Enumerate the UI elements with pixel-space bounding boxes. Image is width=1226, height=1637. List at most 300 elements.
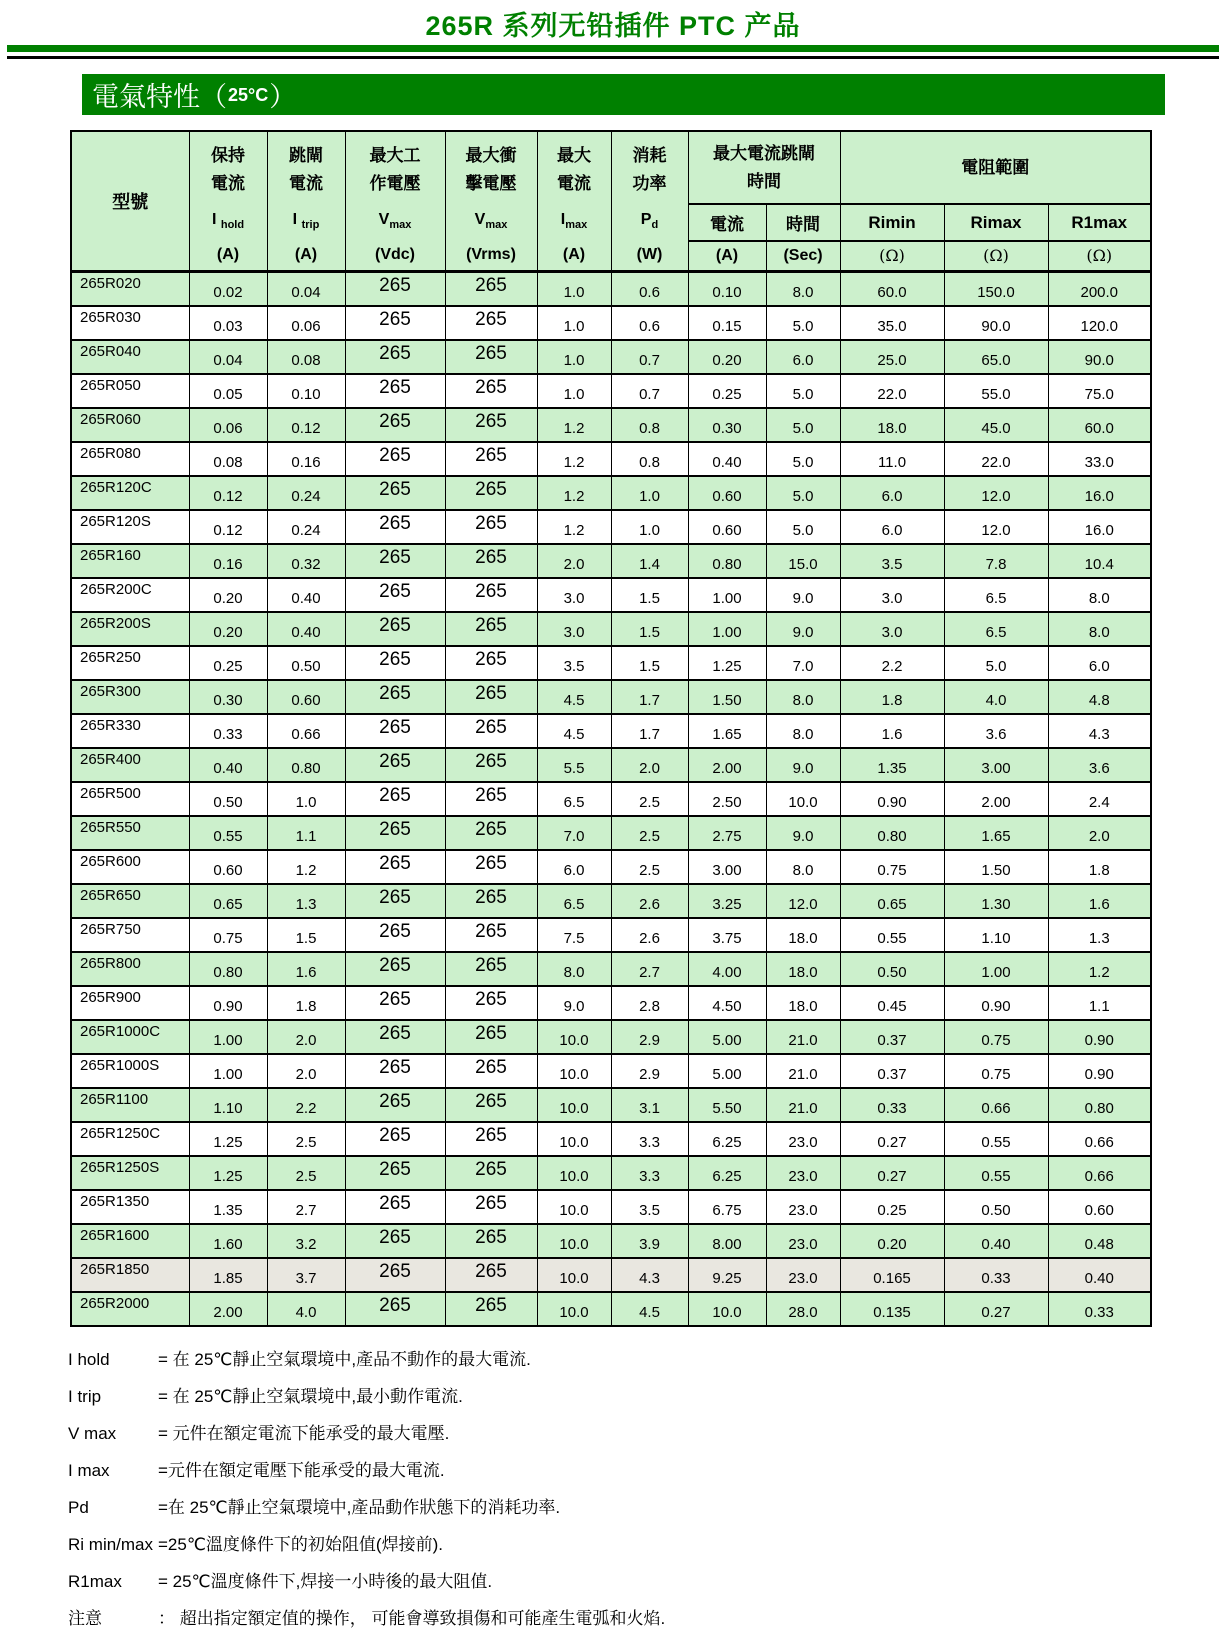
cell-ihold: 0.55 xyxy=(189,816,267,850)
cell-ihold: 2.00 xyxy=(189,1292,267,1326)
cell-trip-current: 0.25 xyxy=(688,374,766,408)
subcolumn-rimin: Rimin xyxy=(840,204,944,241)
cell-rimax: 3.6 xyxy=(944,714,1048,748)
cell-trip-current: 6.75 xyxy=(688,1190,766,1224)
header-label: 功率 xyxy=(632,174,667,193)
table-row xyxy=(71,306,1151,340)
cell-vmax-rms: 265 xyxy=(445,816,537,850)
cell-imax: 6.0 xyxy=(537,850,611,884)
footnote-text: ： 超出指定額定值的操作， 可能會導致損傷和可能產生電弧和火焰. xyxy=(158,1608,666,1628)
cell-model: 265R1250S xyxy=(71,1156,189,1190)
cell-rimax: 0.27 xyxy=(944,1292,1048,1326)
cell-model: 265R080 xyxy=(71,442,189,476)
cell-vmax-rms: 265 xyxy=(445,748,537,782)
cell-imax: 10.0 xyxy=(537,1224,611,1258)
cell-itrip: 2.0 xyxy=(267,1054,345,1088)
header-label: 擊電壓 xyxy=(465,174,517,193)
cell-rimax: 45.0 xyxy=(944,408,1048,442)
footnote-line xyxy=(68,1526,1226,1563)
cell-r1max: 1.6 xyxy=(1048,884,1151,918)
cell-model: 265R030 xyxy=(71,306,189,340)
cell-pd: 2.5 xyxy=(611,816,688,850)
cell-imax: 6.5 xyxy=(537,782,611,816)
footnote-line xyxy=(68,1341,1226,1378)
cell-vmax-rms: 265 xyxy=(445,544,537,578)
cell-vmax-dc: 265 xyxy=(345,1122,445,1156)
cell-rimin: 0.75 xyxy=(840,850,944,884)
footnote-label: I hold xyxy=(68,1349,110,1369)
cell-itrip: 4.0 xyxy=(267,1292,345,1326)
cell-pd: 2.7 xyxy=(611,952,688,986)
cell-imax: 1.0 xyxy=(537,306,611,340)
cell-rimax: 4.0 xyxy=(944,680,1048,714)
cell-model: 265R040 xyxy=(71,340,189,374)
cell-rimax: 5.0 xyxy=(944,646,1048,680)
cell-r1max: 0.90 xyxy=(1048,1054,1151,1088)
column-header-vmax-rms xyxy=(445,131,537,272)
table-row xyxy=(71,782,1151,816)
cell-imax: 1.2 xyxy=(537,408,611,442)
black-rule xyxy=(7,56,1219,59)
cell-r1max: 4.3 xyxy=(1048,714,1151,748)
cell-rimin: 0.90 xyxy=(840,782,944,816)
cell-r1max: 0.48 xyxy=(1048,1224,1151,1258)
cell-trip-current: 0.40 xyxy=(688,442,766,476)
cell-vmax-rms: 265 xyxy=(445,340,537,374)
cell-pd: 1.0 xyxy=(611,510,688,544)
column-header-pd xyxy=(611,131,688,272)
cell-trip-current: 3.75 xyxy=(688,918,766,952)
cell-rimin: 25.0 xyxy=(840,340,944,374)
cell-model: 265R400 xyxy=(71,748,189,782)
cell-trip-current: 1.65 xyxy=(688,714,766,748)
section-title-close: ） xyxy=(269,82,297,112)
cell-trip-current: 3.25 xyxy=(688,884,766,918)
cell-trip-current: 5.00 xyxy=(688,1020,766,1054)
cell-trip-current: 0.15 xyxy=(688,306,766,340)
cell-trip-time: 23.0 xyxy=(766,1190,840,1224)
cell-vmax-dc: 265 xyxy=(345,748,445,782)
cell-ihold: 0.65 xyxy=(189,884,267,918)
header-symbol: $P_d$ xyxy=(640,211,659,232)
cell-imax: 10.0 xyxy=(537,1190,611,1224)
cell-rimax: 12.0 xyxy=(944,476,1048,510)
cell-vmax-dc: 265 xyxy=(345,680,445,714)
cell-model: 265R200S xyxy=(71,612,189,646)
cell-ihold: 0.12 xyxy=(189,510,267,544)
cell-model: 265R1250C xyxy=(71,1122,189,1156)
cell-model: 265R1600 xyxy=(71,1224,189,1258)
cell-vmax-dc: 265 xyxy=(345,408,445,442)
cell-model: 265R1000C xyxy=(71,1020,189,1054)
cell-rimin: 0.50 xyxy=(840,952,944,986)
cell-pd: 2.9 xyxy=(611,1054,688,1088)
cell-ihold: 0.90 xyxy=(189,986,267,1020)
cell-vmax-dc: 265 xyxy=(345,1292,445,1326)
cell-pd: 0.8 xyxy=(611,408,688,442)
header-symbol: I $_{trip}$ xyxy=(292,211,320,232)
cell-r1max: 0.80 xyxy=(1048,1088,1151,1122)
header-unit: (Vdc) xyxy=(375,246,415,264)
header-symbol: $V_{max}$ xyxy=(474,211,508,232)
table-row xyxy=(71,1054,1151,1088)
cell-vmax-rms: 265 xyxy=(445,612,537,646)
cell-trip-time: 5.0 xyxy=(766,442,840,476)
cell-trip-current: 0.80 xyxy=(688,544,766,578)
cell-vmax-rms: 265 xyxy=(445,646,537,680)
table-row xyxy=(71,918,1151,952)
cell-imax: 7.0 xyxy=(537,816,611,850)
cell-r1max: 3.6 xyxy=(1048,748,1151,782)
cell-r1max: 0.60 xyxy=(1048,1190,1151,1224)
cell-vmax-dc: 265 xyxy=(345,952,445,986)
cell-pd: 2.8 xyxy=(611,986,688,1020)
cell-vmax-rms: 265 xyxy=(445,1190,537,1224)
cell-ihold: 0.30 xyxy=(189,680,267,714)
cell-imax: 1.0 xyxy=(537,374,611,408)
cell-itrip: 1.8 xyxy=(267,986,345,1020)
cell-r1max: 0.40 xyxy=(1048,1258,1151,1292)
header-label: 保持 xyxy=(211,146,245,165)
cell-pd: 2.5 xyxy=(611,850,688,884)
cell-imax: 10.0 xyxy=(537,1258,611,1292)
cell-pd: 1.5 xyxy=(611,578,688,612)
cell-rimax: 0.90 xyxy=(944,986,1048,1020)
table-row xyxy=(71,1258,1151,1292)
cell-r1max: 16.0 xyxy=(1048,510,1151,544)
column-header-itrip xyxy=(267,131,345,272)
cell-vmax-rms: 265 xyxy=(445,510,537,544)
cell-trip-time: 5.0 xyxy=(766,510,840,544)
cell-pd: 2.5 xyxy=(611,782,688,816)
cell-rimin: 2.2 xyxy=(840,646,944,680)
cell-trip-current: 1.00 xyxy=(688,612,766,646)
cell-ihold: 1.85 xyxy=(189,1258,267,1292)
table-row xyxy=(71,476,1151,510)
cell-rimin: 0.27 xyxy=(840,1122,944,1156)
cell-rimax: 90.0 xyxy=(944,306,1048,340)
cell-itrip: 1.2 xyxy=(267,850,345,884)
header-unit: (A) xyxy=(294,246,318,264)
cell-imax: 10.0 xyxy=(537,1122,611,1156)
table-row xyxy=(71,272,1151,306)
cell-itrip: 0.06 xyxy=(267,306,345,340)
header-label: 最大 xyxy=(557,146,591,165)
electrical-characteristics-table xyxy=(70,130,1152,1327)
cell-vmax-dc: 265 xyxy=(345,374,445,408)
green-rule xyxy=(7,45,1219,52)
column-header-vmax-dc xyxy=(345,131,445,272)
cell-vmax-rms: 265 xyxy=(445,442,537,476)
cell-ihold: 1.35 xyxy=(189,1190,267,1224)
cell-pd: 2.6 xyxy=(611,884,688,918)
column-header-model: 型號 xyxy=(71,131,189,272)
cell-itrip: 1.0 xyxy=(267,782,345,816)
cell-vmax-dc: 265 xyxy=(345,782,445,816)
footnote-text: = 在 25℃靜止空氣環境中,產品不動作的最大電流. xyxy=(158,1349,531,1369)
cell-rimin: 0.135 xyxy=(840,1292,944,1326)
cell-rimax: 55.0 xyxy=(944,374,1048,408)
cell-trip-time: 23.0 xyxy=(766,1156,840,1190)
cell-imax: 8.0 xyxy=(537,952,611,986)
cell-model: 265R050 xyxy=(71,374,189,408)
cell-vmax-rms: 265 xyxy=(445,1088,537,1122)
cell-model: 265R800 xyxy=(71,952,189,986)
cell-r1max: 8.0 xyxy=(1048,578,1151,612)
header-label: 跳閘 xyxy=(289,146,323,165)
cell-pd: 4.3 xyxy=(611,1258,688,1292)
header-label: 最大衝 xyxy=(465,146,517,165)
table-row xyxy=(71,1156,1151,1190)
cell-vmax-dc: 265 xyxy=(345,850,445,884)
subcolumn-trip-time: 時間 xyxy=(766,204,840,241)
cell-vmax-rms: 265 xyxy=(445,850,537,884)
cell-model: 265R900 xyxy=(71,986,189,1020)
cell-r1max: 75.0 xyxy=(1048,374,1151,408)
cell-trip-time: 9.0 xyxy=(766,578,840,612)
cell-imax: 1.0 xyxy=(537,340,611,374)
cell-trip-current: 9.25 xyxy=(688,1258,766,1292)
cell-vmax-rms: 265 xyxy=(445,408,537,442)
cell-trip-time: 23.0 xyxy=(766,1122,840,1156)
cell-ihold: 1.60 xyxy=(189,1224,267,1258)
cell-rimax: 22.0 xyxy=(944,442,1048,476)
cell-itrip: 0.24 xyxy=(267,476,345,510)
cell-vmax-rms: 265 xyxy=(445,1020,537,1054)
cell-r1max: 1.3 xyxy=(1048,918,1151,952)
cell-itrip: 0.40 xyxy=(267,612,345,646)
cell-vmax-dc: 265 xyxy=(345,986,445,1020)
cell-r1max: 120.0 xyxy=(1048,306,1151,340)
cell-itrip: 2.5 xyxy=(267,1122,345,1156)
cell-trip-current: 6.25 xyxy=(688,1156,766,1190)
cell-rimax: 2.00 xyxy=(944,782,1048,816)
cell-pd: 3.1 xyxy=(611,1088,688,1122)
cell-rimax: 6.5 xyxy=(944,612,1048,646)
cell-imax: 3.5 xyxy=(537,646,611,680)
cell-itrip: 0.40 xyxy=(267,578,345,612)
cell-trip-current: 0.60 xyxy=(688,476,766,510)
table-row xyxy=(71,612,1151,646)
cell-trip-time: 23.0 xyxy=(766,1224,840,1258)
cell-trip-current: 1.00 xyxy=(688,578,766,612)
cell-trip-time: 21.0 xyxy=(766,1054,840,1088)
column-group-trip-time xyxy=(688,131,840,204)
cell-imax: 4.5 xyxy=(537,714,611,748)
cell-model: 265R750 xyxy=(71,918,189,952)
cell-trip-time: 6.0 xyxy=(766,340,840,374)
cell-rimin: 1.8 xyxy=(840,680,944,714)
cell-rimin: 6.0 xyxy=(840,510,944,544)
cell-trip-current: 2.75 xyxy=(688,816,766,850)
cell-vmax-rms: 265 xyxy=(445,1054,537,1088)
cell-vmax-rms: 265 xyxy=(445,578,537,612)
table-row xyxy=(71,1020,1151,1054)
cell-itrip: 2.0 xyxy=(267,1020,345,1054)
cell-rimax: 0.66 xyxy=(944,1088,1048,1122)
cell-r1max: 6.0 xyxy=(1048,646,1151,680)
cell-vmax-dc: 265 xyxy=(345,1258,445,1292)
cell-r1max: 16.0 xyxy=(1048,476,1151,510)
cell-vmax-dc: 265 xyxy=(345,816,445,850)
column-header-imax xyxy=(537,131,611,272)
header-label: 消耗 xyxy=(632,146,667,165)
cell-model: 265R200C xyxy=(71,578,189,612)
cell-vmax-dc: 265 xyxy=(345,1224,445,1258)
cell-pd: 2.6 xyxy=(611,918,688,952)
section-title: 電氣特性（ xyxy=(92,82,227,112)
cell-pd: 1.0 xyxy=(611,476,688,510)
cell-trip-current: 0.10 xyxy=(688,272,766,306)
cell-pd: 0.7 xyxy=(611,340,688,374)
footnote-line xyxy=(68,1378,1226,1415)
footnote-text: =元件在額定電壓下能承受的最大電流. xyxy=(158,1460,445,1480)
footnote-text: = 在 25℃靜止空氣環境中,最小動作電流. xyxy=(158,1386,463,1406)
cell-trip-current: 3.00 xyxy=(688,850,766,884)
cell-vmax-dc: 265 xyxy=(345,578,445,612)
cell-ihold: 0.20 xyxy=(189,578,267,612)
cell-rimin: 6.0 xyxy=(840,476,944,510)
cell-rimin: 0.65 xyxy=(840,884,944,918)
cell-vmax-dc: 265 xyxy=(345,714,445,748)
cell-vmax-dc: 265 xyxy=(345,340,445,374)
cell-rimin: 1.6 xyxy=(840,714,944,748)
subcolumn-r1max: R1max xyxy=(1048,204,1151,241)
cell-itrip: 2.5 xyxy=(267,1156,345,1190)
cell-trip-time: 12.0 xyxy=(766,884,840,918)
cell-vmax-dc: 265 xyxy=(345,1190,445,1224)
cell-r1max: 33.0 xyxy=(1048,442,1151,476)
cell-model: 265R1100 xyxy=(71,1088,189,1122)
cell-model: 265R120S xyxy=(71,510,189,544)
cell-vmax-dc: 265 xyxy=(345,510,445,544)
header-label: 最大工 xyxy=(369,146,421,165)
cell-imax: 6.5 xyxy=(537,884,611,918)
cell-r1max: 0.90 xyxy=(1048,1020,1151,1054)
cell-trip-time: 28.0 xyxy=(766,1292,840,1326)
cell-itrip: 0.12 xyxy=(267,408,345,442)
footnote-label: 注意 xyxy=(68,1608,102,1628)
cell-rimax: 0.33 xyxy=(944,1258,1048,1292)
table-row xyxy=(71,646,1151,680)
cell-pd: 1.7 xyxy=(611,714,688,748)
cell-r1max: 60.0 xyxy=(1048,408,1151,442)
table-row xyxy=(71,544,1151,578)
footnote-text: =25℃溫度條件下的初始阻值(焊接前). xyxy=(158,1534,443,1554)
cell-model: 265R1350 xyxy=(71,1190,189,1224)
footnote-label: R1max xyxy=(68,1571,122,1591)
cell-model: 265R1000S xyxy=(71,1054,189,1088)
cell-vmax-rms: 265 xyxy=(445,884,537,918)
header-label: 電流 xyxy=(289,174,323,193)
cell-imax: 10.0 xyxy=(537,1088,611,1122)
cell-rimin: 3.0 xyxy=(840,578,944,612)
cell-rimin: 35.0 xyxy=(840,306,944,340)
table-row xyxy=(71,748,1151,782)
cell-trip-current: 5.50 xyxy=(688,1088,766,1122)
cell-rimax: 0.55 xyxy=(944,1122,1048,1156)
cell-r1max: 1.8 xyxy=(1048,850,1151,884)
table-row xyxy=(71,442,1151,476)
cell-trip-time: 9.0 xyxy=(766,612,840,646)
table-row xyxy=(71,1122,1151,1156)
cell-pd: 0.6 xyxy=(611,306,688,340)
cell-pd: 1.4 xyxy=(611,544,688,578)
cell-trip-time: 18.0 xyxy=(766,952,840,986)
table-row xyxy=(71,986,1151,1020)
cell-model: 265R2000 xyxy=(71,1292,189,1326)
cell-rimin: 0.37 xyxy=(840,1054,944,1088)
cell-model: 265R060 xyxy=(71,408,189,442)
header-unit: (A) xyxy=(216,246,240,264)
cell-rimin: 18.0 xyxy=(840,408,944,442)
cell-trip-time: 8.0 xyxy=(766,272,840,306)
cell-vmax-dc: 265 xyxy=(345,646,445,680)
cell-itrip: 0.60 xyxy=(267,680,345,714)
cell-trip-current: 2.50 xyxy=(688,782,766,816)
header-label: 作電壓 xyxy=(369,174,421,193)
cell-model: 265R300 xyxy=(71,680,189,714)
cell-trip-time: 23.0 xyxy=(766,1258,840,1292)
cell-pd: 2.0 xyxy=(611,748,688,782)
cell-ihold: 0.50 xyxy=(189,782,267,816)
unit-rimin: (Ω) xyxy=(840,241,944,272)
cell-ihold: 1.00 xyxy=(189,1054,267,1088)
cell-r1max: 1.1 xyxy=(1048,986,1151,1020)
table-body xyxy=(71,272,1151,1326)
unit-trip-current: (A) xyxy=(688,241,766,272)
cell-pd: 3.3 xyxy=(611,1122,688,1156)
cell-vmax-dc: 265 xyxy=(345,1020,445,1054)
cell-ihold: 0.25 xyxy=(189,646,267,680)
cell-rimax: 1.50 xyxy=(944,850,1048,884)
cell-ihold: 0.75 xyxy=(189,918,267,952)
cell-trip-time: 5.0 xyxy=(766,408,840,442)
cell-ihold: 0.06 xyxy=(189,408,267,442)
cell-imax: 3.0 xyxy=(537,578,611,612)
cell-rimax: 0.50 xyxy=(944,1190,1048,1224)
cell-vmax-dc: 265 xyxy=(345,1088,445,1122)
cell-vmax-rms: 265 xyxy=(445,1224,537,1258)
cell-ihold: 0.04 xyxy=(189,340,267,374)
cell-model: 265R600 xyxy=(71,850,189,884)
cell-vmax-dc: 265 xyxy=(345,1054,445,1088)
cell-pd: 1.5 xyxy=(611,612,688,646)
cell-itrip: 0.80 xyxy=(267,748,345,782)
cell-r1max: 200.0 xyxy=(1048,272,1151,306)
section-banner xyxy=(82,74,1165,115)
cell-rimax: 7.8 xyxy=(944,544,1048,578)
header-unit: (W) xyxy=(636,246,663,264)
cell-itrip: 0.32 xyxy=(267,544,345,578)
table-row xyxy=(71,884,1151,918)
cell-trip-time: 21.0 xyxy=(766,1020,840,1054)
cell-ihold: 0.03 xyxy=(189,306,267,340)
cell-rimax: 1.00 xyxy=(944,952,1048,986)
footnote-line xyxy=(68,1600,1226,1637)
cell-rimax: 0.40 xyxy=(944,1224,1048,1258)
footnote-text: = 25℃溫度條件下,焊接一小時後的最大阻值. xyxy=(158,1571,493,1591)
cell-imax: 1.0 xyxy=(537,272,611,306)
cell-model: 265R500 xyxy=(71,782,189,816)
cell-rimax: 6.5 xyxy=(944,578,1048,612)
cell-itrip: 2.7 xyxy=(267,1190,345,1224)
cell-rimin: 11.0 xyxy=(840,442,944,476)
cell-vmax-rms: 265 xyxy=(445,476,537,510)
table-row xyxy=(71,1224,1151,1258)
table-row xyxy=(71,714,1151,748)
table-row xyxy=(71,340,1151,374)
